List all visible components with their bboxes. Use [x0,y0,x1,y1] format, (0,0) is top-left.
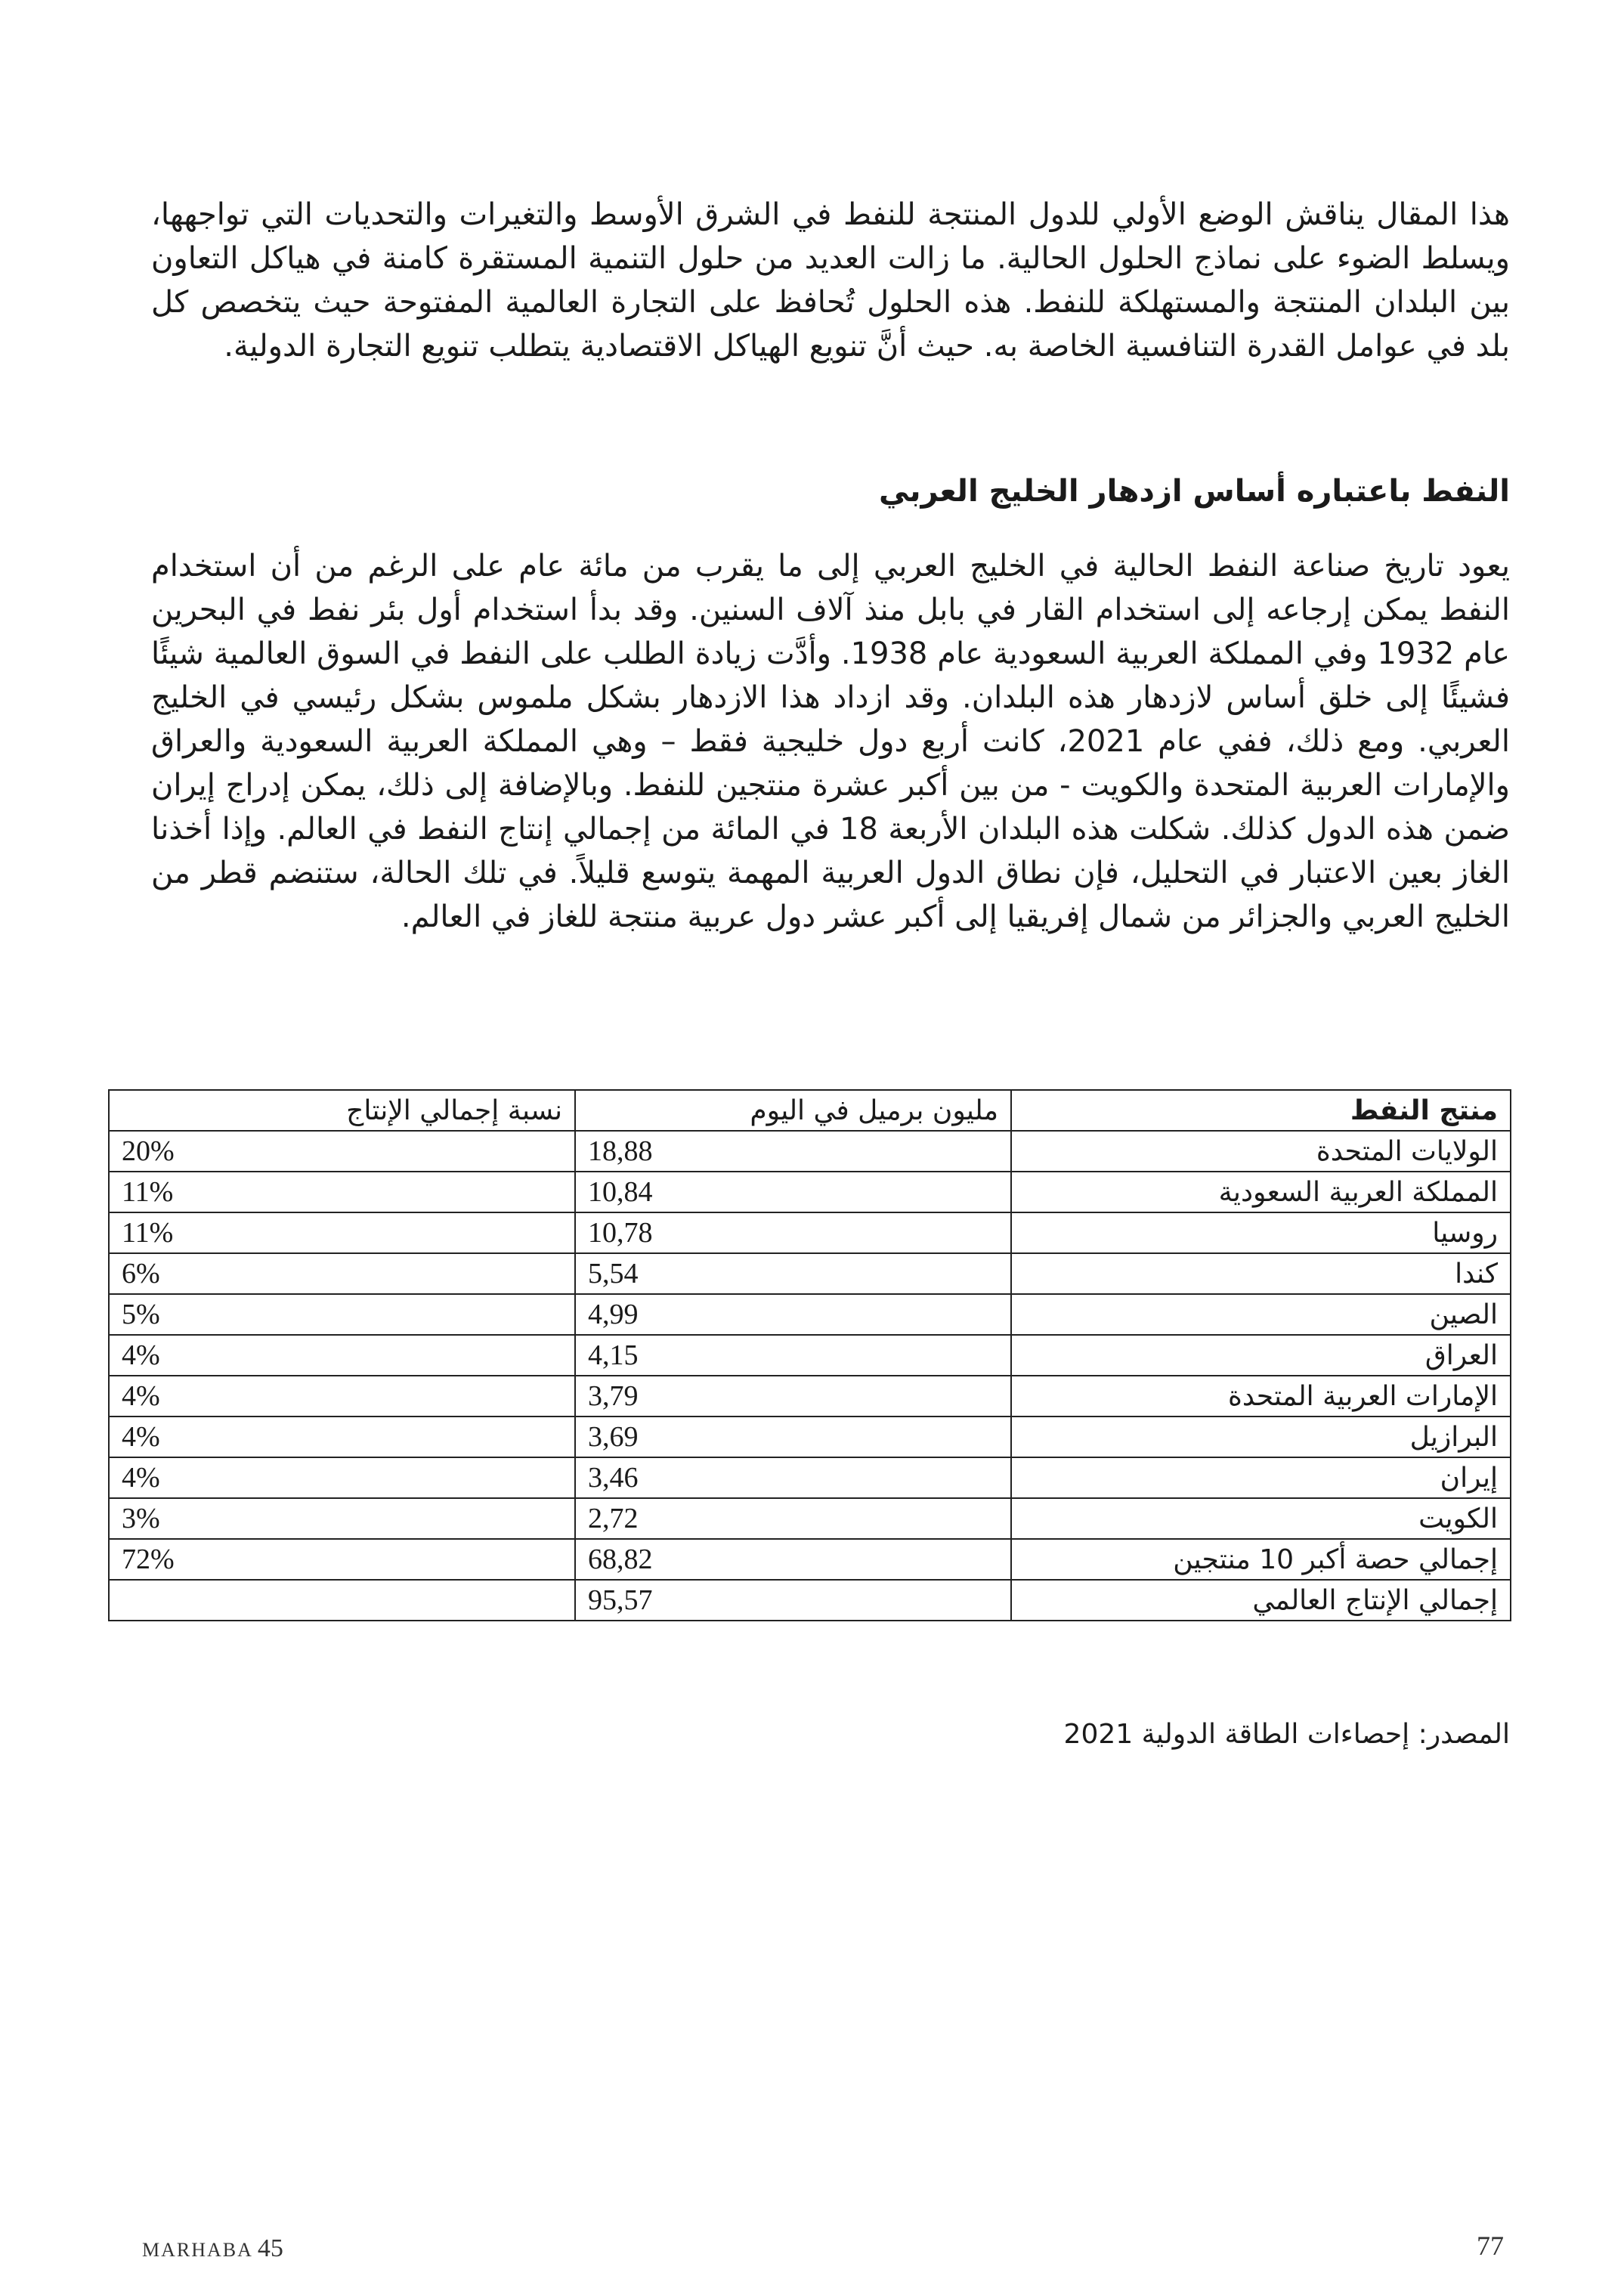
cell-barrels: 3,79 [575,1376,1011,1417]
cell-share: 11% [109,1172,575,1212]
cell-share [109,1580,575,1621]
cell-producer: الصين [1011,1294,1511,1335]
cell-barrels: 10,84 [575,1172,1011,1212]
header-barrels: مليون برميل في اليوم [575,1090,1011,1131]
cell-share: 4% [109,1457,575,1498]
section-body [151,544,1510,939]
cell-producer: إجمالي حصة أكبر 10 منتجين [1011,1539,1511,1580]
magazine-name: MARHABA [142,2239,253,2261]
table-row [109,1294,1511,1335]
table-row [109,1417,1511,1457]
cell-barrels: 3,46 [575,1457,1011,1498]
cell-barrels: 4,15 [575,1335,1011,1376]
cell-share: 20% [109,1131,575,1172]
header-producer: منتج النفط [1011,1090,1511,1131]
intro-text: هذا المقال يناقش الوضع الأولي للدول المنتجة للنفط في الشرق الأوسط والتغيرات والتحديات التي تواجهها، ويسلط الضوء على نماذج الحلول الحالية. ما زالت العديد من حلول التنمية المستقرة كامنة في هياكل التعاون بين البلدان المنتجة والمستهلكة للنفط. هذه الحلول تُحافظ على التجارة العالمية المفتوحة حيث يتخصص كل بلد في عوامل القدرة التنافسية الخاصة به. حيث أنَّ تنويع الهياكل الاقتصادية يتطلب تنويع التجارة الدولية. [151,197,1510,364]
cell-share: 6% [109,1253,575,1294]
table-row [109,1172,1511,1212]
section-heading: النفط باعتباره أساس ازدهار الخليج العربي [878,474,1510,509]
cell-share: 4% [109,1335,575,1376]
table-row [109,1376,1511,1417]
page-number: 77 [1477,2231,1504,2261]
cell-producer: إيران [1011,1457,1511,1498]
cell-barrels: 10,78 [575,1212,1011,1253]
header-share: نسبة إجمالي الإنتاج [109,1090,575,1131]
cell-producer: إجمالي الإنتاج العالمي [1011,1580,1511,1621]
cell-share: 4% [109,1417,575,1457]
cell-share: 72% [109,1539,575,1580]
cell-barrels: 2,72 [575,1498,1011,1539]
cell-producer: روسيا [1011,1212,1511,1253]
table-row [109,1539,1511,1580]
footer-magazine [142,2234,283,2263]
table-row [109,1335,1511,1376]
table-row [109,1131,1511,1172]
cell-producer: الإمارات العربية المتحدة [1011,1376,1511,1417]
cell-producer: المملكة العربية السعودية [1011,1172,1511,1212]
table-header-row [109,1090,1511,1131]
cell-share: 4% [109,1376,575,1417]
cell-share: 5% [109,1294,575,1335]
cell-producer: العراق [1011,1335,1511,1376]
cell-producer: البرازيل [1011,1417,1511,1457]
cell-barrels: 3,69 [575,1417,1011,1457]
section-body-text: يعود تاريخ صناعة النفط الحالية في الخليج العربي إلى ما يقرب من مائة عام على الرغم من أن استخدام النفط يمكن إرجاعه إلى استخدام القار في بابل منذ آلاف السنين. وقد بدأ استخدام أول بئر نفط في البحرين عام 1932 وفي المملكة العربية السعودية عام 1938. وأدَّت زيادة الطلب على النفط في السوق العالمية شيئًا فشيئًا إلى خلق أساس لازدهار هذه البلدان. وقد ازداد هذا الازدهار بشكل ملموس بشكل رئيسي في الخليج العربي. ومع ذلك، ففي عام 2021، كانت أربع دول خليجية فقط – وهي المملكة العربية السعودية والعراق والإمارات العربية المتحدة والكويت - من بين أكبر عشرة منتجين للنفط. وبالإضافة إلى ذلك، يمكن إدراج إيران ضمن هذه الدول كذلك. شكلت هذه البلدان الأربعة 18 في المائة من إجمالي إنتاج النفط في العالم. وإذا أخذنا الغاز بعين الاعتبار في التحليل، فإن نطاق الدول العربية المهمة يتوسع قليلاً. في تلك الحالة، ستنضم قطر من الخليج العربي والجزائر من شمال إفريقيا إلى أكبر عشر دول عربية منتجة للغاز في العالم. [151,549,1510,934]
cell-share: 3% [109,1498,575,1539]
cell-barrels: 4,99 [575,1294,1011,1335]
cell-producer: كندا [1011,1253,1511,1294]
issue-number: 45 [257,2234,283,2262]
cell-producer: الولايات المتحدة [1011,1131,1511,1172]
cell-producer: الكويت [1011,1498,1511,1539]
source-note: المصدر: إحصاءات الطاقة الدولية 2021 [1063,1719,1510,1750]
table-row [109,1498,1511,1539]
table-row [109,1580,1511,1621]
table-row [109,1212,1511,1253]
cell-share: 11% [109,1212,575,1253]
table-row [109,1253,1511,1294]
cell-barrels: 5,54 [575,1253,1011,1294]
oil-producers-table [108,1089,1511,1621]
cell-barrels: 68,82 [575,1539,1011,1580]
cell-barrels: 18,88 [575,1131,1011,1172]
cell-barrels: 95,57 [575,1580,1011,1621]
table-row [109,1457,1511,1498]
intro-paragraph [151,193,1510,368]
